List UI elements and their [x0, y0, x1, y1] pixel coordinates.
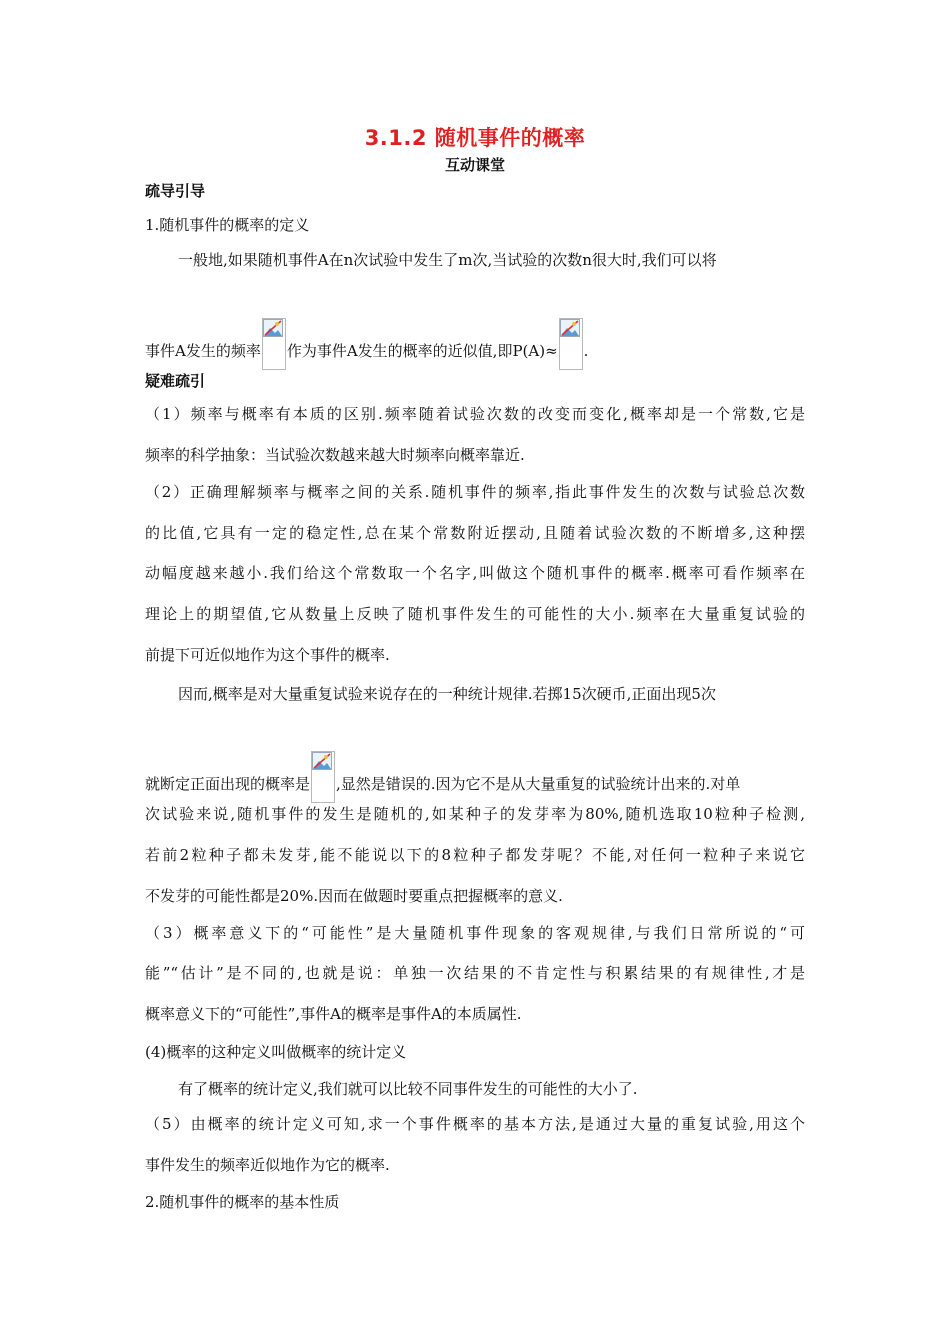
paragraph-line: 前提下可近似地作为这个事件的概率. [145, 646, 390, 664]
paragraph-line: 若前2粒种子都未发芽,能不能说以下的8粒种子都发芽呢？不能,对任何一粒种子来说它 [145, 846, 805, 864]
page-subtitle: 互动课堂 [444, 156, 505, 174]
paragraph-line: 次试验来说,随机事件的发生是随机的,如某种子的发芽率为80%,随机选取10粒种子检测, [145, 805, 805, 823]
paragraph-line: （2）正确理解频率与概率之间的关系.随机事件的频率,指此事件发生的次数与试验总次数 [145, 483, 805, 501]
paragraph-line: （3）概率意义下的“可能性”是大量随机事件现象的客观规律,与我们日常所说的“可 [145, 924, 805, 942]
paragraph-line: 因而,概率是对大量重复试验来说存在的一种统计规律.若掷15次硬币,正面出现5次 [178, 685, 716, 703]
page-title: 3.1.2 随机事件的概率 [364, 126, 586, 150]
text-fragment: 就断定正面出现的概率是 [145, 775, 311, 793]
text-fragment: 作为事件A发生的概率的近似值,即P(A)≈ [286, 342, 558, 360]
paragraph-line: 的比值,它具有一定的稳定性,总在某个常数附近摆动,且随着试验次数的不断增多,这种摆 [145, 524, 805, 542]
section-heading-difficulties: 疑难疏引 [145, 372, 206, 390]
paragraph-line: 有了概率的统计定义,我们就可以比较不同事件发生的可能性的大小了. [178, 1080, 638, 1098]
formula-image-frequency [262, 318, 286, 370]
text-fragment: . [583, 342, 589, 360]
paragraph-line: 频率的科学抽象：当试验次数越来越大时频率向概率靠近. [145, 446, 525, 464]
paragraph-line: 概率意义下的“可能性”,事件A的概率是事件A的本质属性. [145, 1005, 522, 1023]
paragraph-line: （5）由概率的统计定义可知,求一个事件概率的基本方法,是通过大量的重复试验,用这个 [145, 1115, 805, 1133]
item-heading-properties: 2.随机事件的概率的基本性质 [145, 1193, 340, 1211]
formula-image-probability [559, 318, 583, 370]
paragraph-line: (4)概率的这种定义叫做概率的统计定义 [145, 1043, 407, 1061]
item-heading-definition: 1.随机事件的概率的定义 [145, 216, 310, 234]
broken-image-icon [263, 319, 283, 337]
paragraph-line-with-formulas [145, 318, 588, 370]
section-heading-guidance: 疏导引导 [145, 182, 206, 200]
paragraph-line: 理论上的期望值,它从数量上反映了随机事件发生的可能性的大小.频率在大量重复试验的 [145, 605, 805, 623]
paragraph-line: 能”“估计”是不同的,也就是说：单独一次结果的不肯定性与积累结果的有规律性,才是 [145, 964, 805, 982]
formula-image-one-third [311, 751, 335, 803]
paragraph-line: 事件发生的频率近似地作为它的概率. [145, 1156, 390, 1174]
paragraph-line-with-formula [145, 751, 740, 803]
text-fragment: 事件A发生的频率 [145, 342, 261, 360]
broken-image-icon [560, 319, 580, 337]
paragraph-line: 动幅度越来越小.我们给这个常数取一个名字,叫做这个随机事件的概率.概率可看作频率在 [145, 564, 805, 582]
broken-image-icon [312, 752, 332, 770]
paragraph-line: 不发芽的可能性都是20%.因而在做题时要重点把握概率的意义. [145, 887, 563, 905]
paragraph-line: （1）频率与概率有本质的区别.频率随着试验次数的改变而变化,概率却是一个常数,它是 [145, 405, 805, 423]
paragraph-line: 一般地,如果随机事件A在n次试验中发生了m次,当试验的次数n很大时,我们可以将 [178, 251, 717, 269]
text-fragment: ,显然是错误的.因为它不是从大量重复的试验统计出来的.对单 [336, 775, 741, 793]
